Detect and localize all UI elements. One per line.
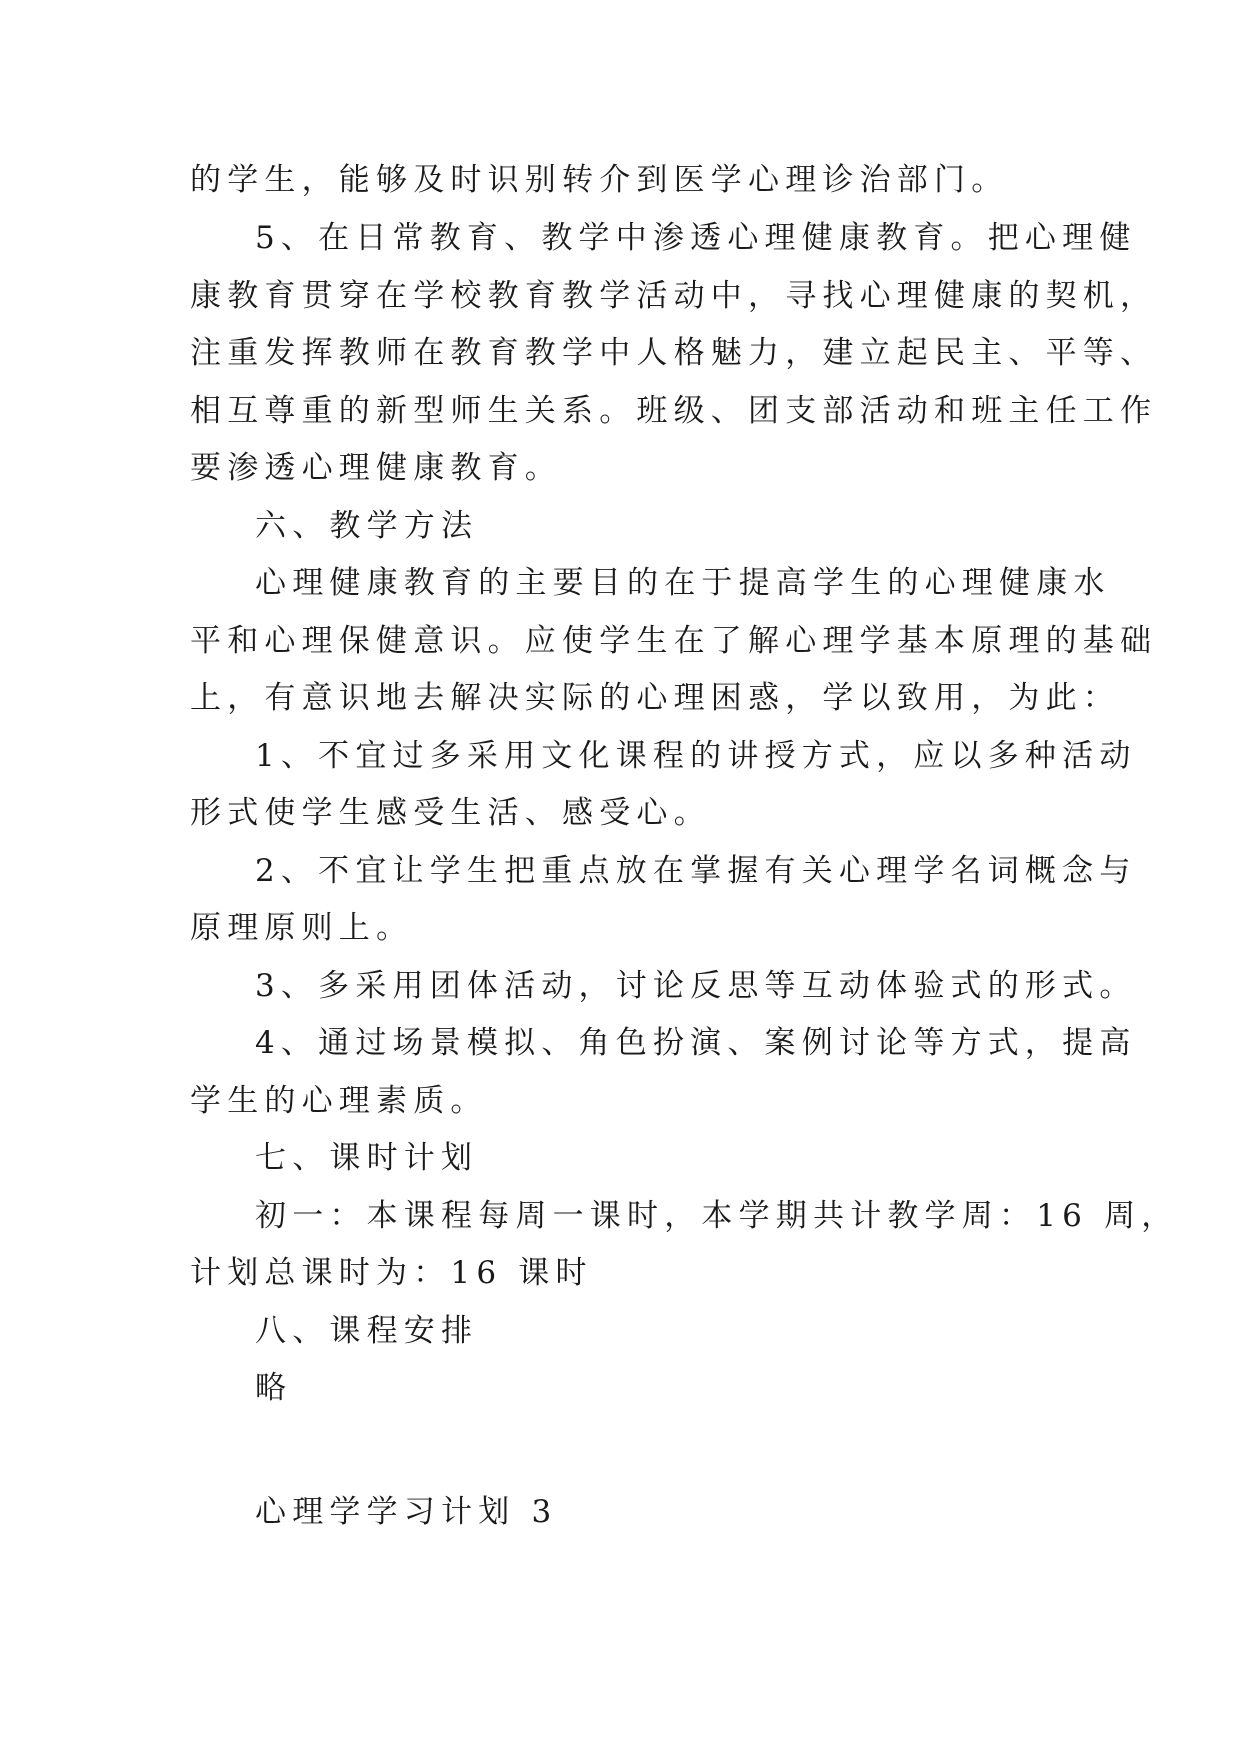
document-title: 心理学学习计划 3 bbox=[255, 1494, 558, 1530]
paragraph-line: 学生的心理素质。 bbox=[190, 1083, 488, 1119]
paragraph-line: 5、在日常教育、教学中渗透心理健康教育。把心理健 bbox=[255, 220, 1137, 256]
paragraph-line: 4、通过场景模拟、角色扮演、案例讨论等方式，提高 bbox=[255, 1025, 1137, 1061]
paragraph-line: 平和心理保健意识。应使学生在了解心理学基本原理的基础 bbox=[190, 623, 1158, 659]
paragraph-line: 略 bbox=[255, 1370, 293, 1406]
paragraph-line: 3、多采用团体活动，讨论反思等互动体验式的形式。 bbox=[255, 968, 1137, 1004]
paragraph-line: 注重发挥教师在教育教学中人格魅力，建立起民主、平等、 bbox=[190, 335, 1158, 371]
paragraph-line: 2、不宜让学生把重点放在掌握有关心理学名词概念与 bbox=[255, 853, 1137, 889]
section-heading: 六、教学方法 bbox=[255, 508, 479, 544]
paragraph-line: 的学生，能够及时识别转介到医学心理诊治部门。 bbox=[190, 162, 1009, 198]
paragraph-line: 原理原则上。 bbox=[190, 910, 414, 946]
paragraph-line: 心理健康教育的主要目的在于提高学生的心理健康水 bbox=[255, 565, 1111, 601]
paragraph-line: 计划总课时为：16 课时 bbox=[190, 1255, 593, 1291]
paragraph-line: 相互尊重的新型师生关系。班级、团支部活动和班主任工作 bbox=[190, 393, 1158, 429]
paragraph-line: 形式使学生感受生活、感受心。 bbox=[190, 795, 711, 831]
section-heading: 八、课程安排 bbox=[255, 1313, 479, 1349]
paragraph-line: 要渗透心理健康教育。 bbox=[190, 450, 562, 486]
paragraph-line: 1、不宜过多采用文化课程的讲授方式，应以多种活动 bbox=[255, 738, 1137, 774]
paragraph-line: 康教育贯穿在学校教育教学活动中，寻找心理健康的契机， bbox=[190, 278, 1158, 314]
paragraph-line: 初一：本课程每周一课时，本学期共计教学周：16 周， bbox=[255, 1198, 1179, 1234]
section-heading: 七、课时计划 bbox=[255, 1140, 479, 1176]
paragraph-line: 上，有意识地去解决实际的心理困惑，学以致用，为此： bbox=[190, 680, 1120, 716]
